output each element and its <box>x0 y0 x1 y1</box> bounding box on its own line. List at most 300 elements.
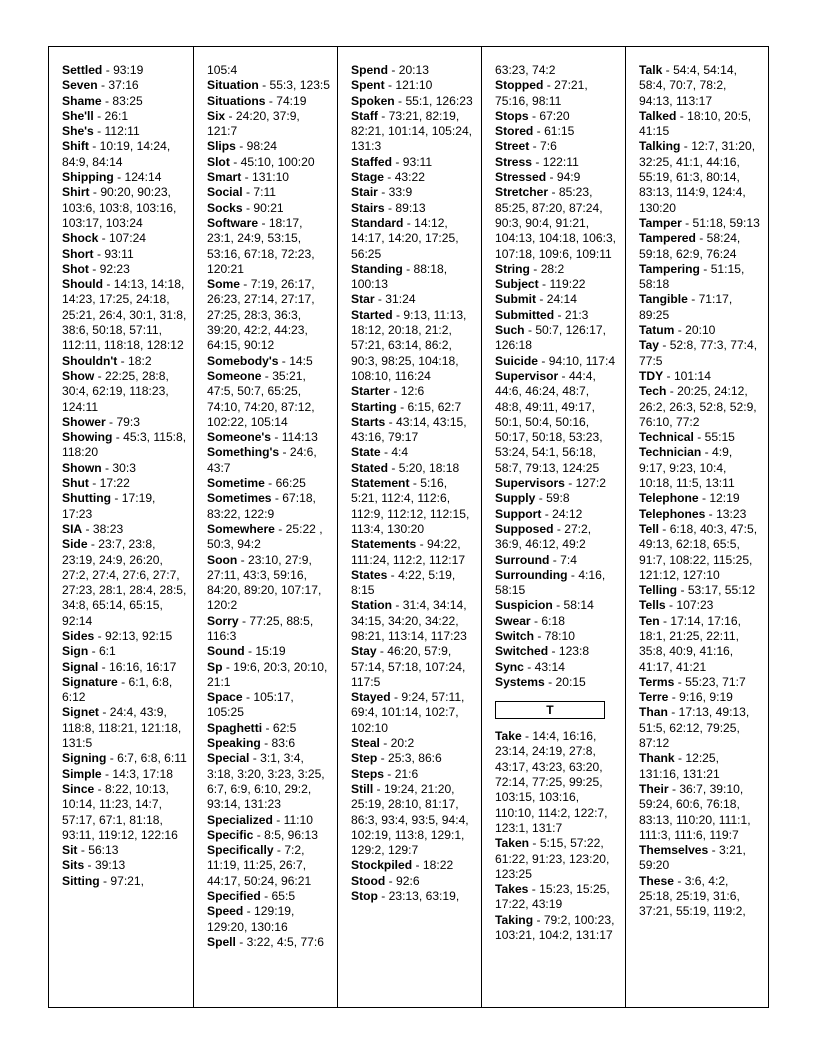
index-term: Themselves <box>639 843 709 858</box>
index-entry: Stopped - 27:21, 75:16, 98:11 <box>495 78 588 108</box>
index-page-refs: 18:2 <box>128 353 152 368</box>
index-entry: Tay - 52:8, 77:3, 77:4, 77:5 <box>639 338 758 368</box>
index-page-refs: 38:23 <box>92 521 124 536</box>
index-page-refs: 16:16, 16:17 <box>109 659 177 674</box>
index-term: State <box>351 445 381 460</box>
index-page-refs: 28:2 <box>540 261 565 276</box>
index-page-refs: 90:20, 90:23, 103:6, 103:8, 103:16, 103:17, 103:24 <box>62 185 177 230</box>
index-page-refs: 63:23, 74:2 <box>495 63 556 77</box>
index-term: Some <box>207 277 240 292</box>
index-entry: Stockpiled - 18:22 <box>351 858 454 873</box>
index-entry: Space - 105:17, 105:25 <box>207 690 294 720</box>
index-page-refs: 59:8 <box>546 491 570 506</box>
index-page-refs: 45:3, 115:8, 118:20 <box>62 430 187 460</box>
index-page-refs: 101:14 <box>673 368 711 383</box>
index-term: Spoken <box>351 93 395 108</box>
index-term: Thank <box>639 751 675 766</box>
index-page-refs: 31:4, 34:14, 34:15, 34:20, 34:22, 98:21, 113:14, 117:23 <box>351 598 467 643</box>
index-column-4 <box>481 47 625 1007</box>
index-term: Speaking <box>207 736 261 751</box>
index-page-refs: 3:1, 3:4, 3:18, 3:20, 3:23, 3:25, 6:7, 6:9, 6:10, 29:2, 93:14, 131:23 <box>207 751 325 812</box>
index-entry: Speaking - 83:6 <box>207 736 296 751</box>
index-entry: Stood - 92:6 <box>351 873 420 888</box>
index-page-refs: 12:7, 31:20, 32:25, 41:1, 44:16, 55:19, 61:3, 80:14, 83:13, 114:9, 124:4, 130:20 <box>639 139 756 215</box>
index-term: Such <box>495 323 525 338</box>
index-entry: Sometime - 66:25 <box>207 476 306 491</box>
index-term: Steps <box>351 766 384 781</box>
index-entry: Telephones - 13:23 <box>639 506 747 521</box>
index-entry: Shown - 30:3 <box>62 460 136 475</box>
index-term: Show <box>62 368 95 383</box>
index-term: Stressed <box>495 170 547 185</box>
index-term: Switch <box>495 628 534 643</box>
index-entry: Stayed - 9:24, 57:11, 69:4, 101:14, 102:7, 102:10 <box>351 690 465 735</box>
index-term: Spell <box>207 934 236 949</box>
index-term: Since <box>62 781 95 796</box>
index-page-refs: 30:3 <box>112 460 136 475</box>
index-page-refs: 124:14 <box>124 170 162 185</box>
index-page-refs: 12:19 <box>709 491 740 506</box>
index-page-refs: 121:10 <box>395 78 433 93</box>
index-page-refs: 24:6, 43:7 <box>207 445 317 475</box>
index-page-refs: 65:5 <box>271 889 296 904</box>
index-entry: Six - 24:20, 37:9, 121:7 <box>207 108 300 139</box>
index-entry: SIA - 38:23 <box>62 521 124 536</box>
index-page-refs: 15:23, 15:25, 17:22, 43:19 <box>495 882 610 912</box>
index-page-refs: 6:7, 6:8, 6:11 <box>117 751 187 766</box>
index-entry: Terms - 55:23, 71:7 <box>639 674 746 689</box>
index-entry: Stops - 67:20 <box>495 108 570 123</box>
index-entry: Somewhere - 25:22 , 50:3, 94:2 <box>207 521 323 552</box>
index-term: Stopped <box>495 78 544 93</box>
index-entry: Shot - 92:23 <box>62 261 130 276</box>
index-term: Started <box>351 307 393 322</box>
index-page-refs: 6:1, 6:8, 6:12 <box>62 674 173 705</box>
index-term: Suicide <box>495 353 539 368</box>
index-entry: Tamper - 51:18, 59:13 <box>639 215 760 230</box>
index-page-refs: 9:16, 9:19 <box>679 690 733 705</box>
index-entry: Signal - 16:16, 16:17 <box>62 659 177 674</box>
index-entry: Spend - 20:13 <box>351 63 429 77</box>
index-term: Terms <box>639 674 675 689</box>
index-entry: Technical - 55:15 <box>639 430 735 445</box>
index-page-refs: 9:24, 57:11, 69:4, 101:14, 102:7, 102:10 <box>351 690 465 735</box>
index-entry: Telephone - 12:19 <box>639 491 740 506</box>
index-page-refs: 45:10, 100:20 <box>240 154 315 169</box>
index-term: Specified <box>207 889 261 904</box>
index-page-refs: 9:13, 11:13, 18:12, 20:18, 21:2, 57:21, 63:14, 86:2, 90:3, 98:25, 104:18, 108:10, 116:24 <box>351 307 467 383</box>
index-term: Specifically <box>207 843 274 858</box>
index-entry: Step - 25:3, 86:6 <box>351 751 442 766</box>
index-entry: Supervisor - 44:4, 44:6, 46:24, 48:7, 48:8, 49:11, 49:17, 50:1, 50:4, 50:16, 50:17, 50:18, 53:23, 53:24, 54:1, 56:18, 58:7, 79:13, 124:25 <box>495 368 603 475</box>
index-column-2 <box>193 47 337 1007</box>
index-term: Spend <box>351 63 388 77</box>
index-entry: Something's - 24:6, 43:7 <box>207 445 317 475</box>
index-term: Someone's <box>207 430 272 445</box>
index-term: SIA <box>62 521 83 536</box>
index-term: Standing <box>351 261 403 276</box>
index-entry: Tells - 107:23 <box>639 598 714 613</box>
index-term: Stayed <box>351 690 391 705</box>
index-page-refs: 23:13, 63:19, <box>388 889 460 904</box>
index-page-refs: 74:19 <box>276 93 307 108</box>
index-term: Still <box>351 781 374 796</box>
index-term: Staffed <box>351 154 392 169</box>
index-page-refs: 94:9 <box>556 170 581 185</box>
index-term: Take <box>495 729 522 744</box>
index-page-refs: 14:13, 14:18, 14:23, 17:25, 24:18, 25:21, 26:4, 30:1, 31:8, 38:6, 50:18, 57:11, 112:11, 118:18, 128:12 <box>62 277 187 353</box>
index-entry: Showing - 45:3, 115:8, 118:20 <box>62 430 187 460</box>
index-page-refs: 67:18, 83:22, 122:9 <box>207 491 316 521</box>
index-page-refs: 11:10 <box>283 812 313 827</box>
index-page-refs: 7:11 <box>253 185 277 200</box>
index-term: Terre <box>639 690 669 705</box>
index-page-refs: 46:20, 57:9, 57:14, 57:18, 107:24, 117:5 <box>351 644 466 689</box>
index-entry: Specific - 8:5, 96:13 <box>207 827 318 842</box>
index-term: Talk <box>639 63 663 77</box>
index-term: Sometimes <box>207 491 272 506</box>
index-term: Statement <box>351 476 410 491</box>
index-entry <box>207 63 331 78</box>
index-entry: Submit - 24:14 <box>495 292 577 307</box>
index-entry: Show - 22:25, 28:8, 30:4, 62:19, 118:23, 124:11 <box>62 368 169 414</box>
index-entry: Talking - 12:7, 31:20, 32:25, 41:1, 44:16, 55:19, 61:3, 80:14, 83:13, 114:9, 124:4, 130:20 <box>639 139 756 215</box>
index-entry: String - 28:2 <box>495 261 565 276</box>
index-entry: Statements - 94:22, 111:24, 112:2, 112:17 <box>351 537 466 567</box>
index-entry: Stair - 33:9 <box>351 185 413 200</box>
index-term: Shown <box>62 460 102 475</box>
index-page-refs: 20:15 <box>555 674 586 689</box>
index-term: Six <box>207 108 226 123</box>
index-entry: Sign - 6:1 <box>62 644 116 659</box>
index-entry: Seven - 37:16 <box>62 78 139 93</box>
index-page-refs: 5:16, 5:21, 112:4, 112:6, 112:9, 112:12, 112:15, 113:4, 130:20 <box>351 476 470 536</box>
index-entry: Shouldn't - 18:2 <box>62 353 152 368</box>
index-term: Standard <box>351 215 404 230</box>
index-page-refs: 25:22 , 50:3, 94:2 <box>207 521 323 552</box>
index-entry: Sp - 19:6, 20:3, 20:10, 21:1 <box>207 659 328 689</box>
index-page-refs: 92:13, 92:15 <box>105 628 173 643</box>
index-page-refs: 97:21, <box>110 873 144 888</box>
index-page-refs: 98:24 <box>246 139 277 154</box>
index-page-refs: 55:1, 126:23 <box>405 93 473 108</box>
index-term: Step <box>351 751 378 766</box>
index-page-refs: 107:23 <box>676 598 714 613</box>
index-term: Spaghetti <box>207 720 263 735</box>
index-page-refs: 19:24, 21:20, 25:19, 28:10, 81:17, 86:3, 93:4, 93:5, 94:4, 102:19, 113:8, 129:1, 129:2, 129:7 <box>351 781 469 858</box>
index-page-refs: 44:4, 44:6, 46:24, 48:7, 48:8, 49:11, 49:17, 50:1, 50:4, 50:16, 50:17, 50:18, 53:23, 53:24, 54:1, 56:18, 58:7, 79:13, 124:25 <box>495 368 603 475</box>
index-page-refs: 58:14 <box>563 598 594 613</box>
index-page-refs: 122:11 <box>542 154 579 169</box>
index-term: Station <box>351 598 392 613</box>
index-term: Supply <box>495 491 536 506</box>
index-term: Swear <box>495 613 531 628</box>
index-term: Tampered <box>639 231 696 246</box>
index-term: Someone <box>207 368 262 383</box>
index-term: Statements <box>351 537 417 552</box>
index-entry: Should - 14:13, 14:18, 14:23, 17:25, 24:18, 25:21, 26:4, 30:1, 31:8, 38:6, 50:18, 57:11, 112:11, 118:18, 128:12 <box>62 277 187 353</box>
index-term: Sorry <box>207 613 239 628</box>
index-term: Signal <box>62 659 99 674</box>
index-page-refs: 105:4 <box>207 63 238 77</box>
index-page-refs: 66:25 <box>275 476 306 491</box>
index-page-refs: 12:6 <box>400 384 425 399</box>
index-page-refs: 21:3 <box>564 307 589 322</box>
index-entry: Staffed - 93:11 <box>351 154 433 169</box>
index-entry: Thank - 12:25, 131:16, 131:21 <box>639 751 720 781</box>
index-entry: Slot - 45:10, 100:20 <box>207 154 315 169</box>
index-entry: Specified - 65:5 <box>207 889 296 904</box>
index-page-refs: 3:21, 59:20 <box>639 843 746 873</box>
index-term: Sits <box>62 858 85 873</box>
index-page-refs: 6:1 <box>98 644 116 659</box>
index-term: Shot <box>62 261 89 276</box>
index-page-refs: 23:10, 27:9, 27:11, 43:3, 59:16, 84:20, 89:20, 107:17, 120:2 <box>207 552 322 613</box>
index-page-refs: 3:22, 4:5, 77:6 <box>246 934 324 949</box>
index-entry: Submitted - 21:3 <box>495 307 589 322</box>
index-page-refs: 123:8 <box>558 644 590 659</box>
index-page-refs: 10:19, 14:24, 84:9, 84:14 <box>62 139 171 169</box>
index-page-refs: 24:14 <box>546 292 577 307</box>
index-entry: Sits - 39:13 <box>62 858 126 873</box>
index-entry: Stress - 122:11 <box>495 154 579 169</box>
index-entry: Signet - 24:4, 43:9, 118:8, 118:21, 121:18, 131:5 <box>62 705 182 751</box>
index-entry: Steps - 21:6 <box>351 766 419 781</box>
index-term: Side <box>62 537 88 552</box>
index-page-refs: 131:10 <box>252 170 290 185</box>
index-term: Taking <box>495 912 534 927</box>
index-entry: Smart - 131:10 <box>207 170 290 185</box>
index-page-refs: 51:15, 58:18 <box>639 261 745 292</box>
index-page-refs: 20:25, 24:12, 26:2, 26:3, 52:8, 52:9, 76:10, 77:2 <box>639 384 757 429</box>
index-entry: Terre - 9:16, 9:19 <box>639 690 733 705</box>
index-entry: Some - 7:19, 26:17, 26:23, 27:14, 27:17, 27:25, 28:3, 36:3, 39:20, 42:2, 44:23, 64:15, 90:12 <box>207 277 315 353</box>
index-term: Stay <box>351 644 377 659</box>
index-page-refs: 26:1 <box>104 108 129 123</box>
index-term: Stops <box>495 108 529 123</box>
index-entry: Shut - 17:22 <box>62 476 130 491</box>
index-entry: Spent - 121:10 <box>351 78 433 93</box>
index-entry: Situation - 55:3, 123:5 <box>207 78 331 93</box>
index-term: Shift <box>62 139 89 154</box>
index-term: Soon <box>207 552 238 567</box>
index-term: Specific <box>207 827 254 842</box>
index-term: Shame <box>62 93 102 108</box>
index-entry: Stairs - 89:13 <box>351 200 426 215</box>
index-page-refs: 20:2 <box>390 736 415 751</box>
index-page-refs: 90:21 <box>253 200 284 215</box>
index-term: Starter <box>351 384 390 399</box>
index-term: Sitting <box>62 873 100 888</box>
index-page-refs: 36:7, 39:10, 59:24, 60:6, 76:18, 83:13, 110:20, 111:1, 111:3, 111:6, 119:7 <box>639 781 751 842</box>
index-term: Steal <box>351 736 380 751</box>
index-term: Signet <box>62 705 99 720</box>
index-page-refs: 20:13 <box>398 63 429 77</box>
index-page-refs: 89:13 <box>395 200 426 215</box>
index-term: Settled <box>62 63 103 77</box>
index-page-refs: 14:5 <box>289 353 313 368</box>
index-term: Surround <box>495 552 550 567</box>
index-page-refs: 114:13 <box>281 430 318 445</box>
index-entry: Spell - 3:22, 4:5, 77:6 <box>207 934 324 949</box>
index-entry: Support - 24:12 <box>495 506 583 521</box>
index-entry: Shipping - 124:14 <box>62 170 162 185</box>
index-term: Speed <box>207 904 244 919</box>
index-term: TDY <box>639 368 664 383</box>
index-term: Tells <box>639 598 666 613</box>
index-term: Supposed <box>495 521 554 536</box>
index-page-refs: 107:24 <box>109 231 147 246</box>
index-term: States <box>351 567 388 582</box>
index-page-refs: 31:24 <box>385 292 416 307</box>
index-entry: Standing - 88:18, 100:13 <box>351 261 448 292</box>
index-term: Tech <box>639 384 667 399</box>
index-term: Showing <box>62 430 113 445</box>
index-entry: Software - 18:17, 23:1, 24:9, 53:15, 53:16, 67:18, 72:23, 120:21 <box>207 215 315 276</box>
index-term: String <box>495 261 530 276</box>
index-page-refs: 23:7, 23:8, 23:19, 24:9, 26:20, 27:2, 27:4, 27:6, 27:7, 27:23, 28:1, 28:4, 28:5, 34:8, 65:14, 65:15, 92:14 <box>62 537 187 628</box>
index-term: Stretcher <box>495 185 549 200</box>
index-entry: Shower - 79:3 <box>62 414 140 429</box>
index-term: Street <box>495 139 530 154</box>
index-page-refs: 14:12, 14:17, 14:20, 17:25, 56:25 <box>351 215 459 261</box>
index-term: Supervisor <box>495 368 559 383</box>
index-page-refs: 7:2, 11:19, 11:25, 26:7, 44:17, 50:24, 96:21 <box>207 843 312 888</box>
index-term: Talking <box>639 139 681 154</box>
index-page-refs: 92:6 <box>396 873 420 888</box>
index-entry: Social - 7:11 <box>207 185 277 200</box>
index-entry: Speed - 129:19, 129:20, 130:16 <box>207 904 295 934</box>
index-page-refs: 88:18, 100:13 <box>351 261 448 292</box>
index-page-refs: 53:17, 55:12 <box>687 583 756 598</box>
index-term: Takes <box>495 882 529 897</box>
index-page-refs: 55:23, 71:7 <box>685 674 746 689</box>
index-term: Stockpiled <box>351 858 413 873</box>
index-term: Situations <box>207 93 266 108</box>
index-page-refs: 4:16, 58:15 <box>495 567 606 598</box>
index-term: Sometime <box>207 476 265 491</box>
index-term: Tamper <box>639 215 682 230</box>
index-page-refs: 20:10 <box>685 323 716 338</box>
index-page-refs: 71:17, 89:25 <box>639 292 733 322</box>
index-term: Switched <box>495 644 549 659</box>
index-entry: Supposed - 27:2, 36:9, 46:12, 49:2 <box>495 521 592 552</box>
index-page-refs: 17:22 <box>99 476 130 491</box>
index-term: Spent <box>351 78 385 93</box>
index-page-refs: 78:10 <box>544 628 575 643</box>
index-term: Starts <box>351 414 386 429</box>
index-page-refs: 7:4 <box>560 552 577 567</box>
index-entry: Stay - 46:20, 57:9, 57:14, 57:18, 107:24, 117:5 <box>351 644 466 689</box>
index-page-refs: 18:17, 23:1, 24:9, 53:15, 53:16, 67:18, 72:23, 120:21 <box>207 215 315 276</box>
index-term: Should <box>62 277 103 292</box>
index-entry: Statement - 5:16, 5:21, 112:4, 112:6, 112:9, 112:12, 112:15, 113:4, 130:20 <box>351 476 470 536</box>
index-page-refs: 92:23 <box>99 261 130 276</box>
index-term: Talked <box>639 108 677 123</box>
index-entry: Ten - 17:14, 17:16, 18:1, 21:25, 22:11, 35:8, 40:9, 41:16, 41:17, 41:21 <box>639 613 741 674</box>
index-term: Submit <box>495 292 536 307</box>
index-entry: Shift - 10:19, 14:24, 84:9, 84:14 <box>62 139 171 169</box>
index-entry: Shock - 107:24 <box>62 231 147 246</box>
index-entry: Spoken - 55:1, 126:23 <box>351 93 473 108</box>
index-entry: Stop - 23:13, 63:19, <box>351 889 460 904</box>
index-column-5 <box>625 47 768 1007</box>
index-page-refs: 43:14 <box>534 659 565 674</box>
index-entry: Spaghetti - 62:5 <box>207 720 297 735</box>
index-entry: Sit - 56:13 <box>62 843 119 858</box>
index-page-refs: 39:13 <box>94 858 126 873</box>
index-term: Shouldn't <box>62 353 118 368</box>
index-term: Telephones <box>639 506 706 521</box>
index-page-refs: 73:21, 82:19, 82:21, 101:14, 105:24, 131:3 <box>351 108 473 154</box>
index-page-refs: 37:16 <box>108 78 139 93</box>
index-page-refs: 6:18 <box>541 613 565 628</box>
index-entry: Talked - 18:10, 20:5, 41:15 <box>639 108 752 139</box>
index-entry: These - 3:6, 4:2, 25:18, 25:19, 31:6, 37:21, 55:19, 119:2, <box>639 873 746 919</box>
index-page-refs: 119:22 <box>549 277 586 292</box>
index-entry: Street - 7:6 <box>495 139 557 154</box>
index-page-refs: 27:2, 36:9, 46:12, 49:2 <box>495 521 592 552</box>
index-entry: Stored - 61:15 <box>495 124 575 139</box>
index-term: Sound <box>207 644 245 659</box>
index-term: Tangible <box>639 292 688 307</box>
index-term: Than <box>639 705 668 720</box>
index-entry: Sync - 43:14 <box>495 659 565 674</box>
index-page-refs: 85:23, 85:25, 87:20, 87:24, 90:3, 90:4, 91:21, 104:13, 104:18, 106:3, 107:18, 109:6, 109:11 <box>495 185 617 261</box>
index-term: Their <box>639 781 669 796</box>
index-entry: Tatum - 20:10 <box>639 323 716 338</box>
index-page-refs: 6:15, 62:7 <box>407 399 462 414</box>
index-entry: Tech - 20:25, 24:12, 26:2, 26:3, 52:8, 52:9, 76:10, 77:2 <box>639 384 757 429</box>
index-page-refs: 12:25, 131:16, 131:21 <box>639 751 720 781</box>
index-page-refs: 13:23 <box>716 506 747 521</box>
index-page-refs: 19:6, 20:3, 20:10, 21:1 <box>207 659 328 689</box>
index-entry: Tell - 6:18, 40:3, 47:5, 49:13, 62:18, 65:5, 91:7, 108:22, 115:25, 121:12, 127:10 <box>639 521 758 582</box>
index-entry: Sitting - 97:21, <box>62 873 144 888</box>
index-page-refs: 22:25, 28:8, 30:4, 62:19, 118:23, 124:11 <box>62 368 169 414</box>
index-term: Tatum <box>639 323 675 338</box>
index-term: Supervisors <box>495 476 565 491</box>
index-page-refs: 14:3, 17:18 <box>112 766 173 781</box>
index-entry: TDY - 101:14 <box>639 368 711 383</box>
index-entry: Still - 19:24, 21:20, 25:19, 28:10, 81:17, 86:3, 93:4, 93:5, 94:4, 102:19, 113:8, 129:1, 129:2, 129:7 <box>351 781 469 858</box>
index-page-refs: 14:4, 16:16, 23:14, 24:19, 27:8, 43:17, 43:23, 63:20, 72:14, 77:25, 99:25, 103:15, 103:16, 110:10, 114:2, 122:7, 123:1, 131:7 <box>495 729 608 835</box>
index-entry: Since - 8:22, 10:13, 10:14, 11:23, 14:7, 57:17, 67:1, 81:18, 93:11, 119:12, 122:16 <box>62 781 178 842</box>
index-entry: Tampered - 58:24, 59:18, 62:9, 76:24 <box>639 231 741 261</box>
index-page-refs: 77:25, 88:5, 116:3 <box>207 613 314 643</box>
index-page-refs: 93:19 <box>113 63 144 77</box>
index-term: Stored <box>495 124 534 139</box>
index-term: Telling <box>639 583 678 598</box>
index-entry: Supervisors - 127:2 <box>495 476 606 491</box>
index-page-refs: 62:5 <box>272 720 297 735</box>
index-entry: Starting - 6:15, 62:7 <box>351 399 462 414</box>
index-term: She's <box>62 124 94 139</box>
index-term: Shock <box>62 231 99 246</box>
index-term: Shower <box>62 414 106 429</box>
index-entry: Takes - 15:23, 15:25, 17:22, 43:19 <box>495 882 610 912</box>
index-term: Space <box>207 690 243 705</box>
index-page-refs: 24:4, 43:9, 118:8, 118:21, 121:18, 131:5 <box>62 705 182 751</box>
index-term: Stated <box>351 460 388 475</box>
index-entry: Special - 3:1, 3:4, 3:18, 3:20, 3:23, 3:25, 6:7, 6:9, 6:10, 29:2, 93:14, 131:23 <box>207 751 325 812</box>
index-term: Software <box>207 215 259 230</box>
index-page-refs: 61:15 <box>544 124 575 139</box>
index-page-refs: 105:17, 105:25 <box>207 690 294 720</box>
index-page-refs: 18:22 <box>422 858 454 873</box>
index-entry: Surrounding - 4:16, 58:15 <box>495 567 606 598</box>
index-entry: Socks - 90:21 <box>207 200 284 215</box>
